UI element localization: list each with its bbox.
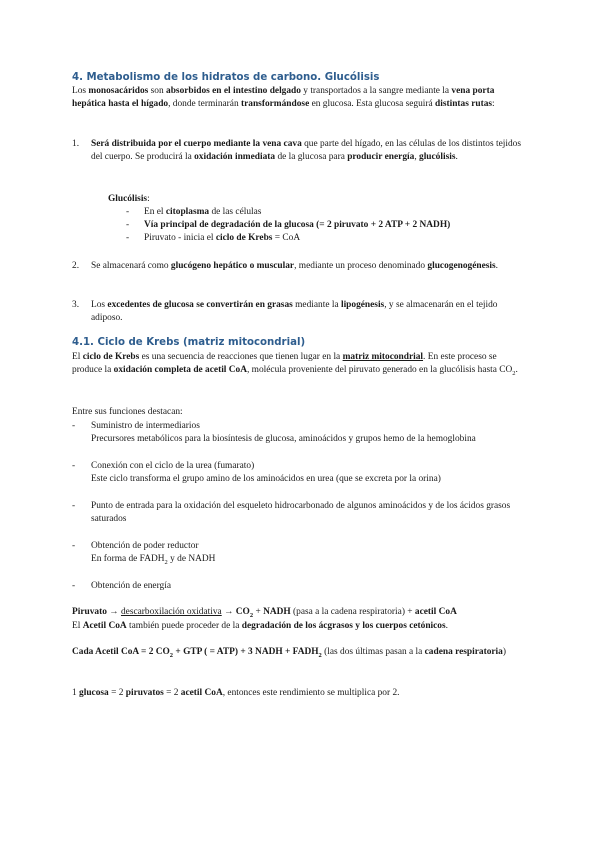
function-item-title: Punto de entrada para la oxidación del esqueleto hidrocarbonado de algunos aminoácidos y de los ácidos grasos saturados <box>91 501 511 524</box>
equation-glucosa: 1 glucosa = 2 piruvatos = 2 acetil CoA, entonces este rendimiento se multiplica por 2. <box>72 688 400 698</box>
glucolisis-label: Glucólisis: <box>108 194 150 204</box>
dash-bullet: - <box>72 421 76 431</box>
dash-bullet: - <box>126 233 130 243</box>
list-item-1 <box>72 138 528 163</box>
dash-bullet: - <box>72 581 76 591</box>
section4-intro: Los monosacáridos son absorbidos en el intestino delgado y transportados a la sangre mediante la vena porta hepática hasta el hígado, donde terminarán transformándose en glucosa. Esta glucosa seguirá distintas rutas: <box>72 86 495 109</box>
dash-bullet: - <box>72 461 76 471</box>
section-heading-4-1: 4.1. Ciclo de Krebs (matriz mitocondrial) <box>72 337 306 348</box>
acetil-coa-origin: El Acetil CoA también puede proceder de la degradación de los ácgrasos y los cuerpos cetónicos. <box>72 621 448 631</box>
list-number: 3. <box>72 300 80 310</box>
equation-piruvato: Piruvato → descarboxilación oxidativa → $CO_2$ + NADH (pasa a la cadena respiratoria) + acetil CoA <box>72 607 457 619</box>
dash-bullet: - <box>72 541 76 551</box>
function-item-2 <box>72 460 528 485</box>
list-item-3 <box>72 299 528 324</box>
function-item-detail: Precursores metabólicos para la biosíntesis de glucosa, aminoácidos y grupos hemo de la hemoglobina <box>91 433 476 444</box>
function-item-1 <box>72 420 528 445</box>
glucolisis-sub-1: - En el citoplasma de las células <box>126 207 262 217</box>
section-heading-4: 4. Metabolismo de los hidratos de carbono. Glucólisis <box>72 72 380 83</box>
dash-bullet: - <box>126 220 130 230</box>
dash-bullet: - <box>72 501 76 511</box>
list-number: 1. <box>72 139 80 149</box>
list-number: 2. <box>72 261 80 271</box>
function-item-title: Obtención de poder reductor <box>91 541 199 551</box>
function-item-5 <box>72 580 528 593</box>
function-item-detail: Este ciclo transforma el grupo amino de los aminoácidos en urea (que se excreta por la orina) <box>91 473 441 484</box>
list-item-1-text: Será distribuida por el cuerpo mediante la vena cava que parte del hígado, en las células de los distintos tejidos del cuerpo. Se producirá la oxidación inmediata de la glucosa para producir energía, glucólisis. <box>91 139 521 162</box>
equation-acetil-coa: Cada Acetil CoA = 2 $CO_2$ + GTP ( = ATP) + 3 NADH + $FADH_2$ (las dos últimas pasan a la cadena respiratoria) <box>72 647 506 659</box>
functions-label: Entre sus funciones destacan: <box>72 407 183 417</box>
glucolisis-sub-2: - Vía principal de degradación de la glucosa (= 2 piruvato + 2 ATP + 2 NADH) <box>126 220 451 230</box>
list-item-2 <box>72 260 528 273</box>
glucolisis-sub-3: - Piruvato - inicia el ciclo de Krebs = CoA <box>126 233 301 243</box>
function-item-4 <box>72 540 528 566</box>
function-item-detail: En forma de $FADH_2$ y de NADH <box>91 553 216 566</box>
function-item-3 <box>72 500 528 525</box>
list-item-3-text: Los excedentes de glucosa se convertirán en grasas mediante la lipogénesis, y se almacenarán en el tejido adiposo. <box>91 300 498 323</box>
function-item-title: Conexión con el ciclo de la urea (fumarato) <box>91 461 255 471</box>
section41-intro: El ciclo de Krebs es una secuencia de reacciones que tienen lugar en la matriz mitocondrial. En este proceso se produce la oxidación completa de acetil CoA, molécula proveniente del piruvato generado en la glucólisis hasta $CO_2$. <box>72 352 518 377</box>
list-item-2-text: Se almacenará como glucógeno hepático o muscular, mediante un proceso denominado glucogenogénesis. <box>91 261 498 271</box>
function-item-title: Obtención de energía <box>91 581 172 591</box>
dash-bullet: - <box>126 207 130 217</box>
function-item-title: Suministro de intermediarios <box>91 421 200 431</box>
